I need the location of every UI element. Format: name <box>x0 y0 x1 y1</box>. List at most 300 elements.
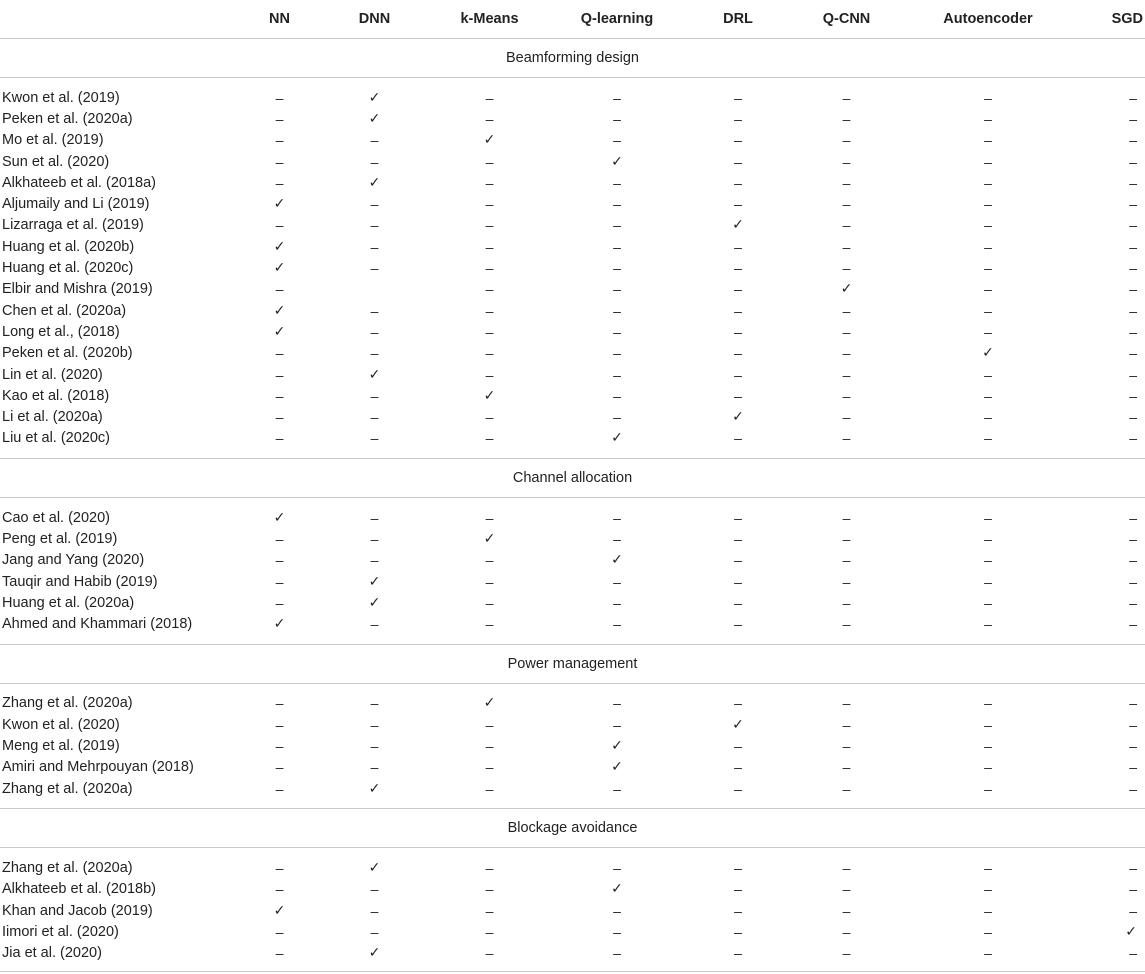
table-row <box>0 279 1145 300</box>
check-mark-icon: ✓ <box>483 132 496 149</box>
table-row <box>0 151 1145 172</box>
cell-value: – <box>485 759 494 776</box>
cell-value: – <box>734 132 742 149</box>
table-row <box>0 193 1145 214</box>
check-mark-icon: ✓ <box>982 345 994 362</box>
reference-name: Sun et al. (2020) <box>2 153 110 170</box>
cell-value: – <box>842 110 851 127</box>
cell-value: – <box>842 238 851 255</box>
cell-value: – <box>734 859 742 876</box>
check-mark-icon: ✓ <box>1125 923 1137 940</box>
cell-value: – <box>275 945 284 962</box>
cell-value: – <box>1129 616 1137 633</box>
cell-value: – <box>485 923 494 940</box>
check-mark-icon: ✓ <box>611 881 623 898</box>
cell-value: – <box>1129 430 1137 447</box>
cell-value: – <box>984 281 992 298</box>
cell-value: – <box>370 530 379 547</box>
check-mark-icon: ✓ <box>611 552 623 569</box>
cell-value: – <box>734 153 742 170</box>
cell-value: – <box>370 881 379 898</box>
cell-value: – <box>613 345 621 362</box>
reference-name: Mo et al. (2019) <box>2 132 104 149</box>
reference-name: Tauqir and Habib (2019) <box>2 573 158 590</box>
cell-value: – <box>984 552 992 569</box>
cell-value: – <box>734 196 742 213</box>
cell-value: – <box>984 260 992 277</box>
table-row <box>0 406 1145 427</box>
cell-value: – <box>1129 132 1137 149</box>
cell-value: – <box>842 902 851 919</box>
reference-name: Peken et al. (2020b) <box>2 345 133 362</box>
cell-value: – <box>1129 759 1137 776</box>
table-row <box>0 321 1145 342</box>
cell-value: – <box>275 573 284 590</box>
cell-value: – <box>734 902 742 919</box>
check-mark-icon: ✓ <box>273 260 286 277</box>
cell-value: – <box>984 174 992 191</box>
cell-value: – <box>734 366 742 383</box>
cell-value: – <box>842 260 851 277</box>
cell-value: – <box>984 859 992 876</box>
check-mark-icon: ✓ <box>273 196 286 213</box>
cell-value: – <box>1129 110 1137 127</box>
cell-value: – <box>485 881 494 898</box>
table-row <box>0 215 1145 236</box>
cell-value: – <box>485 552 494 569</box>
table-row <box>0 592 1145 613</box>
cell-value: – <box>485 281 494 298</box>
cell-value: – <box>613 923 621 940</box>
cell-value: – <box>842 530 851 547</box>
cell-value: – <box>1129 780 1137 797</box>
check-mark-icon: ✓ <box>368 110 381 127</box>
section-end-spacer <box>0 799 1145 809</box>
cell-value: – <box>984 196 992 213</box>
cell-value: – <box>984 945 992 962</box>
cell-value: – <box>1129 945 1137 962</box>
spacer-cell <box>0 683 1145 693</box>
cell-value: – <box>1129 345 1137 362</box>
cell-value: – <box>370 323 379 340</box>
cell-value: – <box>485 902 494 919</box>
cell-value: – <box>842 759 851 776</box>
cell-value: – <box>842 409 851 426</box>
column-header-autoencoder: Autoencoder <box>894 0 1082 39</box>
table-row <box>0 778 1145 799</box>
cell-value: – <box>275 409 284 426</box>
column-header-reference <box>0 0 232 39</box>
cell-value: – <box>984 716 992 733</box>
check-mark-icon: ✓ <box>368 594 381 611</box>
cell-value: – <box>842 509 851 526</box>
cell-value: – <box>370 196 379 213</box>
section-title: Blockage avoidance <box>0 809 1145 848</box>
table-row <box>0 900 1145 921</box>
table-row <box>0 614 1145 635</box>
section-header-row <box>0 459 1145 498</box>
reference-name: Kwon et al. (2019) <box>2 89 120 106</box>
check-mark-icon: ✓ <box>368 573 381 590</box>
check-mark-icon: ✓ <box>368 780 381 797</box>
cell-value: – <box>370 302 379 319</box>
cell-value: – <box>984 89 992 106</box>
reference-name: Elbir and Mishra (2019) <box>2 281 153 298</box>
cell-value: – <box>842 594 851 611</box>
cell-value: – <box>1129 695 1137 712</box>
section-header-row <box>0 809 1145 848</box>
cell-value: – <box>842 387 851 404</box>
cell-value: – <box>275 859 284 876</box>
cell-value: – <box>485 409 494 426</box>
cell-value: – <box>842 302 851 319</box>
reference-name: Meng et al. (2019) <box>2 738 120 755</box>
cell-value: – <box>1129 738 1137 755</box>
cell-value: – <box>734 174 742 191</box>
cell-value: – <box>485 110 494 127</box>
cell-value: – <box>613 859 621 876</box>
reference-name: Lin et al. (2020) <box>2 366 103 383</box>
reference-name: Alkhateeb et al. (2018b) <box>2 881 156 898</box>
cell-value: – <box>842 859 851 876</box>
cell-value: – <box>275 552 284 569</box>
cell-value: – <box>275 345 284 362</box>
cell-value: – <box>275 738 284 755</box>
cell-value: – <box>734 923 742 940</box>
reference-name: Liu et al. (2020c) <box>2 430 111 447</box>
cell-value: – <box>842 174 851 191</box>
cell-value: – <box>842 217 851 234</box>
cell-value: – <box>370 695 379 712</box>
cell-value: – <box>485 509 494 526</box>
check-mark-icon: ✓ <box>273 238 286 255</box>
cell-value: – <box>734 430 742 447</box>
cell-value: – <box>842 196 851 213</box>
cell-value: – <box>613 217 621 234</box>
check-mark-icon: ✓ <box>483 695 496 712</box>
cell-value: – <box>485 153 494 170</box>
cell-value: – <box>613 110 621 127</box>
table-row <box>0 385 1145 406</box>
table-row <box>0 757 1145 778</box>
spacer-cell <box>0 635 1145 645</box>
check-mark-icon: ✓ <box>368 859 381 876</box>
cell-value: – <box>1129 302 1137 319</box>
table-row <box>0 87 1145 108</box>
reference-name: Lizarraga et al. (2019) <box>2 217 144 234</box>
reference-name: Cao et al. (2020) <box>2 509 111 526</box>
check-mark-icon: ✓ <box>611 430 623 447</box>
reference-name: Peng et al. (2019) <box>2 530 118 547</box>
check-mark-icon: ✓ <box>840 281 853 298</box>
cell-value: – <box>485 217 494 234</box>
cell-value: – <box>275 923 284 940</box>
cell-value: – <box>1129 409 1137 426</box>
column-header-q-learning: Q-learning <box>557 0 677 39</box>
cell-value: – <box>485 366 494 383</box>
spacer-cell <box>0 848 1145 858</box>
cell-value: – <box>275 759 284 776</box>
cell-value: – <box>1129 366 1137 383</box>
cell-value: – <box>1129 238 1137 255</box>
cell-value: – <box>842 366 851 383</box>
check-mark-icon: ✓ <box>273 302 286 319</box>
cell-value: – <box>842 345 851 362</box>
reference-name: Peken et al. (2020a) <box>2 110 133 127</box>
column-header-dnn: DNN <box>327 0 422 39</box>
cell-value: – <box>613 616 621 633</box>
reference-name: Huang et al. (2020b) <box>2 238 135 255</box>
cell-value: – <box>984 409 992 426</box>
check-mark-icon: ✓ <box>483 530 496 547</box>
table-row <box>0 130 1145 151</box>
cell-value: – <box>984 110 992 127</box>
cell-value: – <box>485 616 494 633</box>
cell-value: – <box>613 174 621 191</box>
section-end-spacer <box>0 449 1145 459</box>
cell-value: – <box>613 695 621 712</box>
cell-value: – <box>613 366 621 383</box>
cell-value: – <box>1129 174 1137 191</box>
table-row <box>0 300 1145 321</box>
check-mark-icon: ✓ <box>368 366 381 383</box>
cell-value: – <box>370 387 379 404</box>
reference-name: Iimori et al. (2020) <box>2 923 119 940</box>
cell-value: – <box>485 716 494 733</box>
reference-name: Amiri and Mehrpouyan (2018) <box>2 759 194 776</box>
check-mark-icon: ✓ <box>273 509 286 526</box>
cell-value: – <box>275 281 284 298</box>
cell-value: – <box>1129 509 1137 526</box>
cell-value: – <box>485 260 494 277</box>
cell-value: – <box>275 153 284 170</box>
cell-value: – <box>485 859 494 876</box>
cell-value: – <box>275 881 284 898</box>
cell-value: – <box>613 132 621 149</box>
cell-value: – <box>1129 716 1137 733</box>
table-row <box>0 507 1145 528</box>
cell-value: – <box>842 89 851 106</box>
section-spacer <box>0 78 1145 88</box>
check-mark-icon: ✓ <box>368 89 381 106</box>
cell-value: – <box>485 196 494 213</box>
cell-value: – <box>984 902 992 919</box>
section-title: Power management <box>0 644 1145 683</box>
cell-value: – <box>613 238 621 255</box>
cell-value: – <box>734 616 742 633</box>
table-end-spacer <box>0 964 1145 972</box>
cell-value: – <box>275 387 284 404</box>
reference-name: Chen et al. (2020a) <box>2 302 127 319</box>
cell-value: – <box>1129 89 1137 106</box>
table-row <box>0 108 1145 129</box>
cell-value: – <box>370 430 379 447</box>
cell-value: – <box>613 530 621 547</box>
spacer-cell <box>0 78 1145 88</box>
cell-value: – <box>370 509 379 526</box>
table-row <box>0 571 1145 592</box>
cell-value: – <box>1129 153 1137 170</box>
cell-value: – <box>734 594 742 611</box>
cell-value: – <box>275 780 284 797</box>
section-header-row <box>0 39 1145 78</box>
cell-value: – <box>275 594 284 611</box>
cell-value: – <box>1129 902 1137 919</box>
check-mark-icon: ✓ <box>732 409 744 426</box>
reference-name: Khan and Jacob (2019) <box>2 902 153 919</box>
cell-value: – <box>734 573 742 590</box>
cell-value: – <box>984 366 992 383</box>
check-mark-icon: ✓ <box>611 759 623 776</box>
header-row <box>0 0 1145 39</box>
reference-name: Jang and Yang (2020) <box>2 552 145 569</box>
cell-value: – <box>734 759 742 776</box>
reference-name: Aljumaily and Li (2019) <box>2 196 150 213</box>
section-title: Channel allocation <box>0 459 1145 498</box>
cell-value: – <box>1129 530 1137 547</box>
cell-value: – <box>984 509 992 526</box>
cell-value: – <box>275 430 284 447</box>
cell-value: – <box>734 302 742 319</box>
check-mark-icon: ✓ <box>611 738 623 755</box>
check-mark-icon: ✓ <box>611 153 623 170</box>
section-header-row <box>0 644 1145 683</box>
check-mark-icon: ✓ <box>732 217 744 234</box>
table-row <box>0 236 1145 257</box>
table-row <box>0 550 1145 571</box>
cell-value: – <box>275 366 284 383</box>
cell-value: – <box>1129 260 1137 277</box>
reference-name: Kao et al. (2018) <box>2 387 110 404</box>
reference-name: Li et al. (2020a) <box>2 409 103 426</box>
cell-value: – <box>984 217 992 234</box>
cell-value: – <box>370 238 379 255</box>
column-header-q-cnn: Q-CNN <box>799 0 894 39</box>
table-row <box>0 428 1145 449</box>
cell-value: – <box>734 738 742 755</box>
cell-value: – <box>984 132 992 149</box>
reference-name: Huang et al. (2020a) <box>2 594 135 611</box>
cell-value: – <box>842 945 851 962</box>
cell-value: – <box>485 738 494 755</box>
cell-value: – <box>984 881 992 898</box>
cell-value: – <box>842 923 851 940</box>
cell-value: – <box>984 780 992 797</box>
cell-value: – <box>370 260 379 277</box>
cell-value: – <box>485 345 494 362</box>
cell-value: – <box>842 573 851 590</box>
cell-value: – <box>485 323 494 340</box>
spacer-cell <box>0 498 1145 508</box>
cell-value: – <box>734 780 742 797</box>
cell-value: – <box>370 345 379 362</box>
reference-name: Kwon et al. (2020) <box>2 716 120 733</box>
cell-value: – <box>842 430 851 447</box>
cell-value: – <box>485 594 494 611</box>
spacer-cell <box>0 964 1145 972</box>
cell-value: – <box>613 387 621 404</box>
cell-value: – <box>370 902 379 919</box>
cell-value: – <box>370 923 379 940</box>
cell-value: – <box>734 89 742 106</box>
cell-value: – <box>1129 387 1137 404</box>
cell-value: – <box>275 217 284 234</box>
cell-value: – <box>734 238 742 255</box>
cell-value: – <box>613 323 621 340</box>
cell-value: – <box>370 716 379 733</box>
reference-name: Zhang et al. (2020a) <box>2 695 133 712</box>
cell-value: – <box>485 238 494 255</box>
cell-value: – <box>275 716 284 733</box>
cell-value: – <box>613 89 621 106</box>
cell-value: – <box>984 430 992 447</box>
check-mark-icon: ✓ <box>273 616 286 633</box>
reference-name: Ahmed and Khammari (2018) <box>2 616 193 633</box>
cell-value: – <box>984 530 992 547</box>
cell-value: – <box>984 238 992 255</box>
cell-value: – <box>485 573 494 590</box>
cell-value: – <box>613 196 621 213</box>
cell-value: – <box>613 281 621 298</box>
cell-value: – <box>984 323 992 340</box>
table-row <box>0 364 1145 385</box>
cell-value: – <box>275 132 284 149</box>
table-row <box>0 857 1145 878</box>
cell-value: – <box>485 302 494 319</box>
cell-value: – <box>485 89 494 106</box>
cell-value: – <box>1129 594 1137 611</box>
table-row <box>0 879 1145 900</box>
cell-value: – <box>1129 281 1137 298</box>
cell-value: – <box>485 945 494 962</box>
cell-value: – <box>984 738 992 755</box>
cell-value: – <box>734 260 742 277</box>
cell-value: – <box>613 509 621 526</box>
spacer-cell <box>0 799 1145 809</box>
table-row <box>0 528 1145 549</box>
cell-value: – <box>485 430 494 447</box>
cell-value: – <box>984 573 992 590</box>
check-mark-icon: ✓ <box>273 323 286 340</box>
cell-value: – <box>613 902 621 919</box>
check-mark-icon: ✓ <box>732 716 744 733</box>
reference-name: Zhang et al. (2020a) <box>2 780 133 797</box>
spacer-cell <box>0 449 1145 459</box>
cell-value: – <box>1129 217 1137 234</box>
check-mark-icon: ✓ <box>273 902 286 919</box>
reference-name: Huang et al. (2020c) <box>2 260 134 277</box>
cell-value: – <box>842 695 851 712</box>
table-row <box>0 921 1145 942</box>
cell-value: – <box>842 552 851 569</box>
cell-value: – <box>842 716 851 733</box>
cell-value: – <box>275 174 284 191</box>
check-mark-icon: ✓ <box>368 945 381 962</box>
cell-value: – <box>734 509 742 526</box>
cell-value: – <box>370 132 379 149</box>
cell-value: – <box>613 716 621 733</box>
cell-value: – <box>485 780 494 797</box>
cell-value: – <box>984 387 992 404</box>
section-spacer <box>0 683 1145 693</box>
check-mark-icon: ✓ <box>483 387 496 404</box>
table-row <box>0 693 1145 714</box>
table-row <box>0 943 1145 964</box>
cell-value: – <box>275 89 284 106</box>
cell-value: – <box>370 153 379 170</box>
cell-value: – <box>613 594 621 611</box>
cell-value: – <box>842 323 851 340</box>
